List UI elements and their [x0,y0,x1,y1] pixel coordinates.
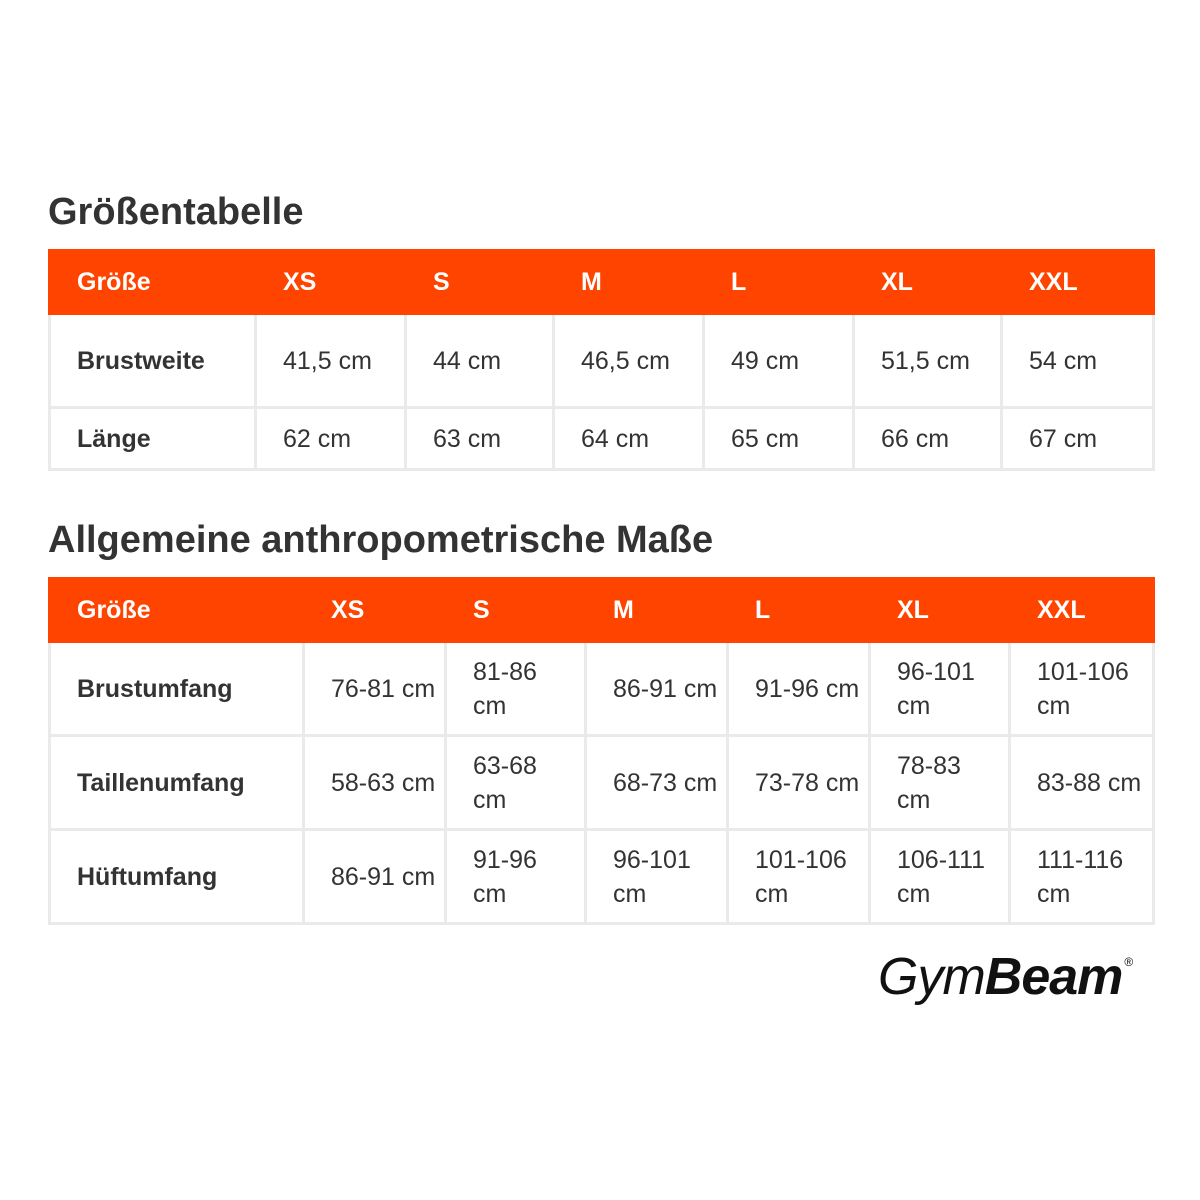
header-cell-xxl: XXL [1002,251,1154,314]
table-cell: 91-96 cm [446,830,586,924]
size-chart-title: Größentabelle [48,191,304,233]
table-row [50,408,1154,470]
gymbeam-logo [878,946,1133,1016]
anthropometric-measures-table [48,577,1155,925]
table-cell: 54 cm [1002,314,1154,408]
table-cell: 76-81 cm [304,642,446,736]
table-cell: 73-78 cm [728,736,870,830]
table-cell: 65 cm [704,408,854,470]
table-cell: 46,5 cm [554,314,704,408]
logo-text-light: Gym [878,948,985,1006]
header-cell-l: L [704,251,854,314]
table-cell: 101-106 cm [728,830,870,924]
table-header-row [50,251,1154,314]
table-row [50,830,1154,924]
header-cell-s: S [406,251,554,314]
header-cell-xs: XS [304,579,446,642]
table-cell: 67 cm [1002,408,1154,470]
table-cell: 58-63 cm [304,736,446,830]
table-cell: 51,5 cm [854,314,1002,408]
table-cell: 62 cm [256,408,406,470]
size-chart-table [48,249,1155,471]
registered-mark-icon: ® [1124,955,1134,969]
header-cell-s: S [446,579,586,642]
table-cell: 66 cm [854,408,1002,470]
header-cell-m: M [586,579,728,642]
table-cell: 96-101 cm [870,642,1010,736]
row-label-hueftumfang: Hüftumfang [50,830,304,924]
table-cell: 111-116 cm [1010,830,1154,924]
table-cell: 101-106 cm [1010,642,1154,736]
header-cell-m: M [554,251,704,314]
row-label-brustweite: Brustweite [50,314,256,408]
table-cell: 41,5 cm [256,314,406,408]
row-label-taillenumfang: Taillenumfang [50,736,304,830]
table-cell: 81-86 cm [446,642,586,736]
table-cell: 64 cm [554,408,704,470]
table-cell: 78-83 cm [870,736,1010,830]
table-cell: 106-111 cm [870,830,1010,924]
table-row [50,642,1154,736]
table-cell: 96-101 cm [586,830,728,924]
anthropometric-measures-title: Allgemeine anthropometrische Maße [48,519,714,561]
header-cell-size-label: Größe [50,579,304,642]
table-cell: 91-96 cm [728,642,870,736]
table-cell: 44 cm [406,314,554,408]
table-row [50,736,1154,830]
table-cell: 86-91 cm [586,642,728,736]
header-cell-xxl: XXL [1010,579,1154,642]
table-cell: 63-68 cm [446,736,586,830]
logo-text-bold: Beam [984,948,1123,1006]
table-header-row [50,579,1154,642]
header-cell-xs: XS [256,251,406,314]
table-cell: 49 cm [704,314,854,408]
table-row [50,314,1154,408]
table-cell: 68-73 cm [586,736,728,830]
row-label-laenge: Länge [50,408,256,470]
header-cell-xl: XL [870,579,1010,642]
table-cell: 83-88 cm [1010,736,1154,830]
header-cell-l: L [728,579,870,642]
header-cell-xl: XL [854,251,1002,314]
table-cell: 63 cm [406,408,554,470]
row-label-brustumfang: Brustumfang [50,642,304,736]
table-cell: 86-91 cm [304,830,446,924]
header-cell-size-label: Größe [50,251,256,314]
